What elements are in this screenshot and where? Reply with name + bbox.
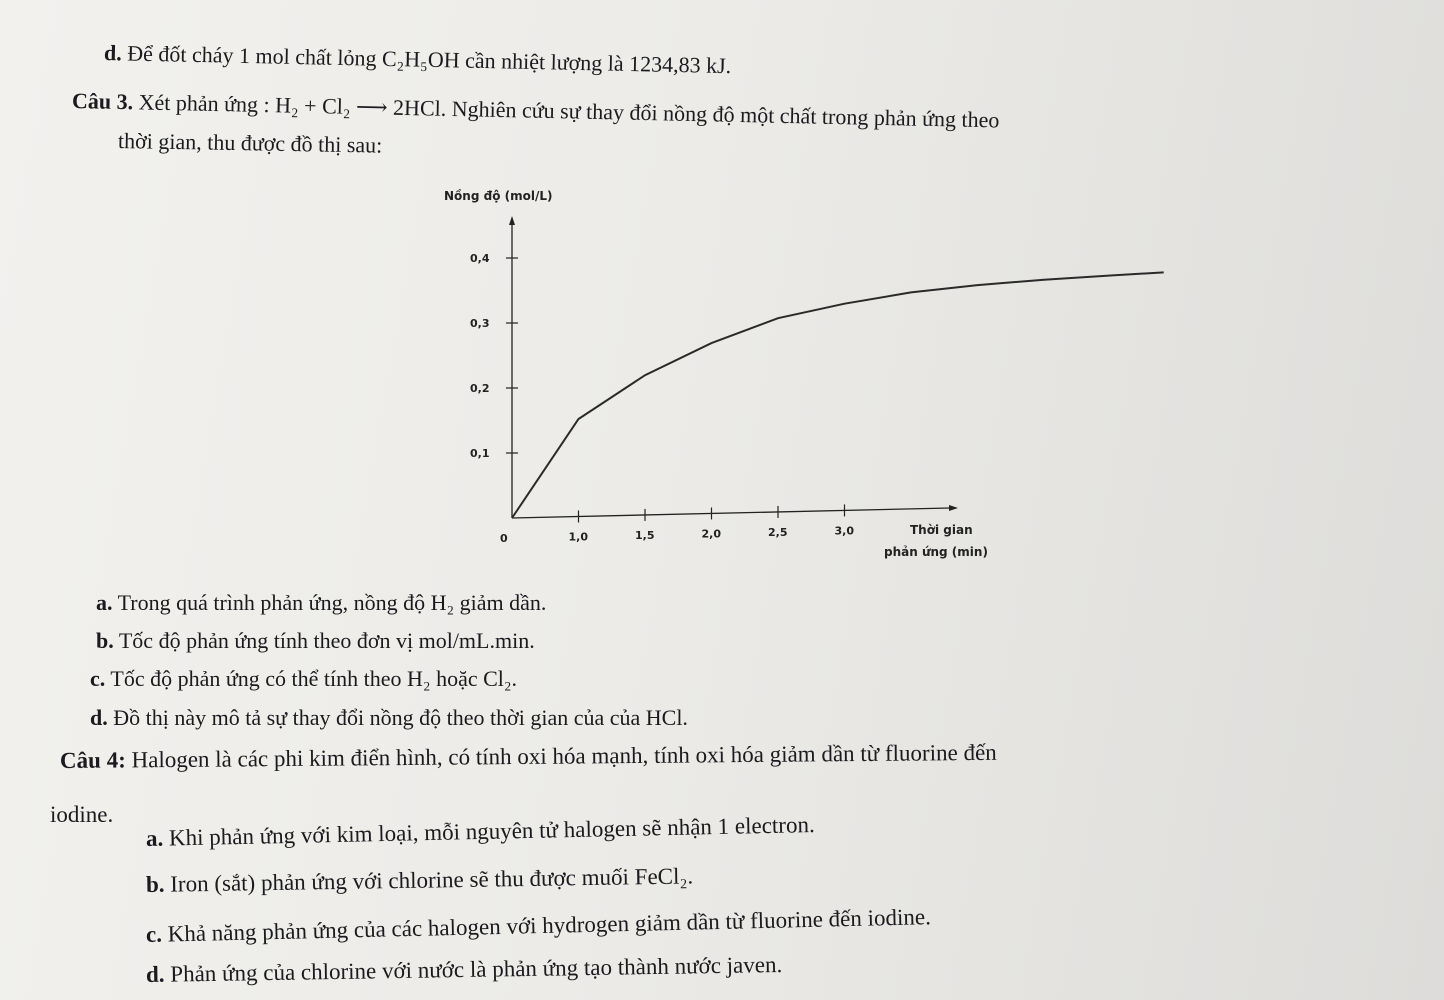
- question-text: thời gian, thu được đồ thị sau:: [117, 128, 383, 158]
- question-4-stem: [60, 740, 997, 774]
- item-label: c.: [90, 666, 106, 691]
- question-label: Câu 3.: [71, 88, 134, 115]
- item-text: Đồ thị này mô tả sự thay đổi nồng độ theo thời gian của của HCl.: [113, 705, 688, 730]
- item-label: d.: [90, 705, 108, 730]
- question-text: Halogen là các phi kim điển hình, có tính oxi hóa mạnh, tính oxi hóa giảm dần từ fluorine đến: [131, 739, 997, 773]
- q4-item-a: [146, 812, 815, 852]
- question-label: Câu 4:: [59, 747, 126, 773]
- x-tick-label: 2,5: [768, 525, 788, 539]
- item-label: a.: [96, 590, 113, 615]
- x-tick-label: 3,0: [834, 524, 854, 538]
- item-label: b.: [96, 628, 114, 653]
- x-tick-label: 1,5: [635, 528, 655, 542]
- q3-item-c: [90, 666, 517, 692]
- question-4-stem-cont: [50, 802, 113, 828]
- x-axis: [512, 508, 950, 518]
- y-tick-label: 0,1: [470, 447, 490, 460]
- q3-item-d: [90, 705, 688, 731]
- x-axis-arrow: [949, 505, 958, 511]
- item-text: Tốc độ phản ứng tính theo đơn vị mol/mL.min.: [118, 628, 535, 653]
- x-axis-label-unit: phản ứng (min): [884, 545, 988, 559]
- y-axis-label: Nồng độ (mol/L): [444, 189, 553, 203]
- item-text: Tốc độ phản ứng có thể tính theo H₂ hoặc Cl₂.: [110, 666, 518, 691]
- y-tick-label: 0,2: [470, 382, 490, 395]
- item-text: Để đốt cháy 1 mol chất lỏng C₂H₅OH cần nhiệt lượng là 1234,83 kJ.: [126, 40, 732, 79]
- item-label: d.: [103, 40, 123, 66]
- q4-item-c: [146, 904, 931, 948]
- y-axis-arrow: [509, 216, 515, 225]
- item-label: b.: [145, 871, 165, 897]
- item-label: a.: [145, 825, 164, 851]
- y-tick-label: 0,4: [470, 252, 490, 265]
- q4-item-d: [146, 952, 783, 988]
- item-text: Phản ứng của chlorine với nước là phản ứng tạo thành nước javen.: [170, 952, 783, 987]
- item-text: Khi phản ứng với kim loại, mỗi nguyên tử halogen sẽ nhận 1 electron.: [168, 811, 815, 851]
- question-text: iodine.: [50, 802, 114, 827]
- item-label: d.: [145, 961, 165, 987]
- x-tick-label: 2,0: [701, 527, 721, 541]
- q3-item-a: [96, 590, 546, 616]
- item-label: c.: [145, 921, 163, 947]
- item-text: Khả năng phản ứng của các halogen với hydrogen giảm dần từ fluorine đến iodine.: [167, 904, 932, 947]
- x-tick-label: 0: [500, 532, 508, 545]
- x-tick-label: 1,0: [568, 530, 588, 544]
- item-text: Trong quá trình phản ứng, nồng độ H₂ giảm dần.: [117, 590, 547, 615]
- x-axis-label: Thời gian: [910, 523, 973, 537]
- series-line: [512, 272, 1164, 518]
- q3-item-b: [96, 628, 535, 654]
- question-text: Xét phản ứng : H₂ + Cl₂ ⟶ 2HCl. Nghiên cứu sự thay đổi nồng độ một chất trong phản ứng theo: [138, 89, 1000, 133]
- q4-item-b: [146, 863, 694, 898]
- y-tick-label: 0,3: [470, 317, 490, 330]
- item-text: Iron (sắt) phản ứng với chlorine sẽ thu được muối FeCl₂.: [170, 863, 694, 897]
